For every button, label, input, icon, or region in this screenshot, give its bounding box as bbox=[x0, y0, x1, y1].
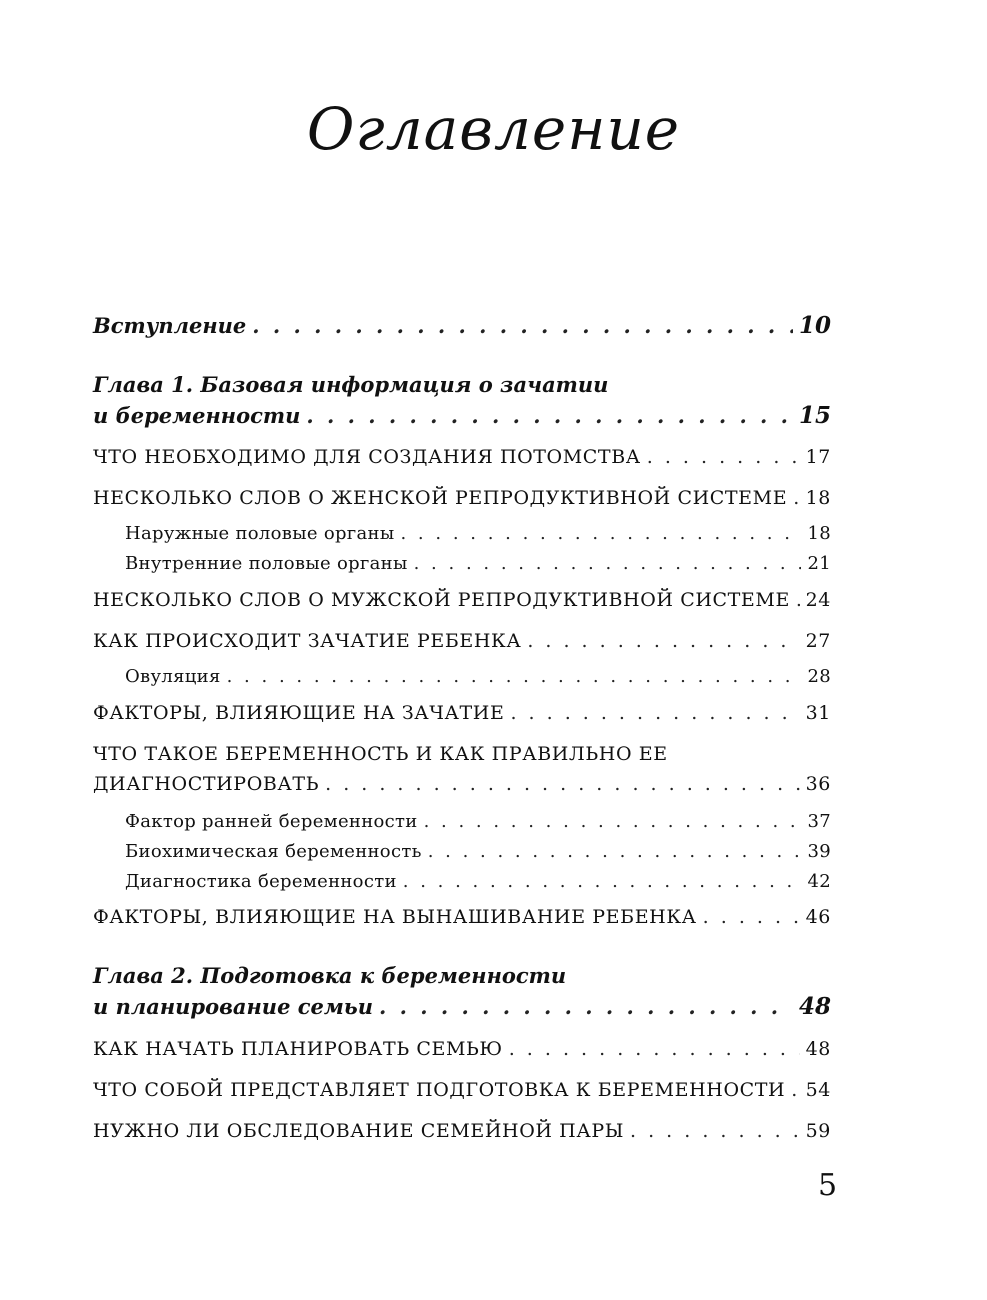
toc-entry[interactable] bbox=[93, 630, 831, 658]
dot-leader bbox=[647, 446, 800, 468]
toc-entry-page: 18 bbox=[807, 523, 831, 544]
toc-entry-label: ФАКТОРЫ, ВЛИЯЮЩИЕ НА ЗАЧАТИЕ bbox=[93, 702, 505, 724]
toc-entry[interactable] bbox=[93, 702, 831, 730]
dot-leader bbox=[630, 1120, 800, 1142]
toc-entry-chapter-1[interactable] bbox=[93, 402, 831, 430]
dot-leader bbox=[428, 841, 802, 862]
toc-entry-label: НЕСКОЛЬКО СЛОВ О ЖЕНСКОЙ РЕПРОДУКТИВНОЙ СИСТЕМЕ bbox=[93, 487, 788, 509]
dot-leader bbox=[325, 773, 800, 795]
toc-subentry[interactable] bbox=[125, 811, 831, 839]
dot-leader bbox=[424, 811, 802, 832]
toc-entry-page: 48 bbox=[798, 993, 831, 1020]
toc-entry-label: Вступление bbox=[93, 313, 247, 338]
toc-entry-page: 10 bbox=[798, 312, 831, 339]
toc-entry-label: КАК ПРОИСХОДИТ ЗАЧАТИЕ РЕБЕНКА bbox=[93, 630, 522, 652]
toc-entry-line1[interactable] bbox=[93, 743, 831, 771]
toc-entry[interactable] bbox=[93, 589, 831, 617]
toc-entry[interactable] bbox=[93, 906, 831, 934]
toc-entry-page: 28 bbox=[807, 666, 831, 687]
toc-entry-chapter-2[interactable] bbox=[93, 993, 831, 1021]
toc-entry-page: 37 bbox=[807, 811, 831, 832]
toc-subentry[interactable] bbox=[125, 553, 831, 581]
dot-leader bbox=[379, 994, 793, 1019]
toc-entry-label: Наружные половые органы bbox=[125, 523, 395, 544]
toc-entry[interactable] bbox=[93, 446, 831, 474]
toc-entry-label: НУЖНО ЛИ ОБСЛЕДОВАНИЕ СЕМЕЙНОЙ ПАРЫ bbox=[93, 1120, 625, 1142]
toc-entry-page: 59 bbox=[805, 1120, 831, 1142]
toc-entry[interactable] bbox=[93, 487, 831, 515]
toc-subentry[interactable] bbox=[125, 841, 831, 869]
dot-leader bbox=[400, 523, 801, 544]
dot-leader bbox=[227, 666, 802, 687]
page-number: 5 bbox=[818, 1168, 838, 1203]
dot-leader bbox=[509, 1038, 800, 1060]
toc-entry-page: 27 bbox=[805, 630, 831, 652]
toc-entry-label: Овуляция bbox=[125, 666, 221, 687]
toc-entry-page: 24 bbox=[805, 589, 831, 611]
dot-leader bbox=[414, 553, 802, 574]
toc-subentry[interactable] bbox=[125, 871, 831, 899]
toc-entry-label: Фактор ранней беременности bbox=[125, 811, 418, 832]
toc-entry-label: ДИАГНОСТИРОВАТЬ bbox=[93, 773, 320, 795]
toc-subentry[interactable] bbox=[125, 666, 831, 694]
toc-entry-label: ЧТО СОБОЙ ПРЕДСТАВЛЯЕТ ПОДГОТОВКА К БЕРЕМЕННОСТИ bbox=[93, 1079, 786, 1101]
toc-entry-label: КАК НАЧАТЬ ПЛАНИРОВАТЬ СЕМЬЮ bbox=[93, 1038, 503, 1060]
toc-entry-page: 36 bbox=[805, 773, 831, 795]
dot-leader bbox=[510, 702, 799, 724]
toc-entry[interactable] bbox=[93, 1079, 831, 1107]
dot-leader bbox=[791, 1079, 799, 1101]
toc-entry-label: ЧТО НЕОБХОДИМО ДЛЯ СОЗДАНИЯ ПОТОМСТВА bbox=[93, 446, 641, 468]
dot-leader bbox=[252, 313, 793, 338]
toc-entry-page: 48 bbox=[805, 1038, 831, 1060]
dot-leader bbox=[793, 487, 799, 509]
toc-entry-label: и беременности bbox=[93, 403, 301, 428]
toc-entry-label: Биохимическая беременность bbox=[125, 841, 422, 862]
dot-leader bbox=[306, 403, 793, 428]
toc-entry-page: 46 bbox=[805, 906, 831, 928]
toc-entry-page: 54 bbox=[805, 1079, 831, 1101]
toc-entry-page: 15 bbox=[798, 402, 831, 429]
toc-entry[interactable] bbox=[93, 773, 831, 801]
toc-entry-page: 17 bbox=[805, 446, 831, 468]
toc-entry-page: 21 bbox=[807, 553, 831, 574]
dot-leader bbox=[403, 871, 802, 892]
toc-entry-intro[interactable] bbox=[93, 312, 831, 340]
dot-leader bbox=[796, 589, 800, 611]
toc-entry-label: НЕСКОЛЬКО СЛОВ О МУЖСКОЙ РЕПРОДУКТИВНОЙ СИСТЕМЕ bbox=[93, 589, 790, 611]
toc-entry-label: ФАКТОРЫ, ВЛИЯЮЩИЕ НА ВЫНАШИВАНИЕ РЕБЕНКА bbox=[93, 906, 697, 928]
toc-entry-page: 39 bbox=[807, 841, 831, 862]
chapter-1-title[interactable]: Глава 1. Базовая информация о зачатии bbox=[93, 372, 609, 397]
toc-entry-page: 42 bbox=[807, 871, 831, 892]
toc-entry-label: ЧТО ТАКОЕ БЕРЕМЕННОСТЬ И КАК ПРАВИЛЬНО ЕЕ bbox=[93, 743, 668, 765]
toc-entry[interactable] bbox=[93, 1120, 831, 1148]
dot-leader bbox=[703, 906, 800, 928]
toc-entry-label: и планирование семьи bbox=[93, 994, 373, 1019]
dot-leader bbox=[527, 630, 799, 652]
toc-entry-page: 18 bbox=[805, 487, 831, 509]
toc-subentry[interactable] bbox=[125, 523, 831, 551]
chapter-2-title[interactable]: Глава 2. Подготовка к беременности bbox=[93, 963, 567, 988]
page-title: Оглавление bbox=[306, 95, 681, 163]
toc-entry-label: Внутренние половые органы bbox=[125, 553, 408, 574]
toc-entry-label: Диагностика беременности bbox=[125, 871, 397, 892]
toc-entry-page: 31 bbox=[805, 702, 831, 724]
toc-entry[interactable] bbox=[93, 1038, 831, 1066]
